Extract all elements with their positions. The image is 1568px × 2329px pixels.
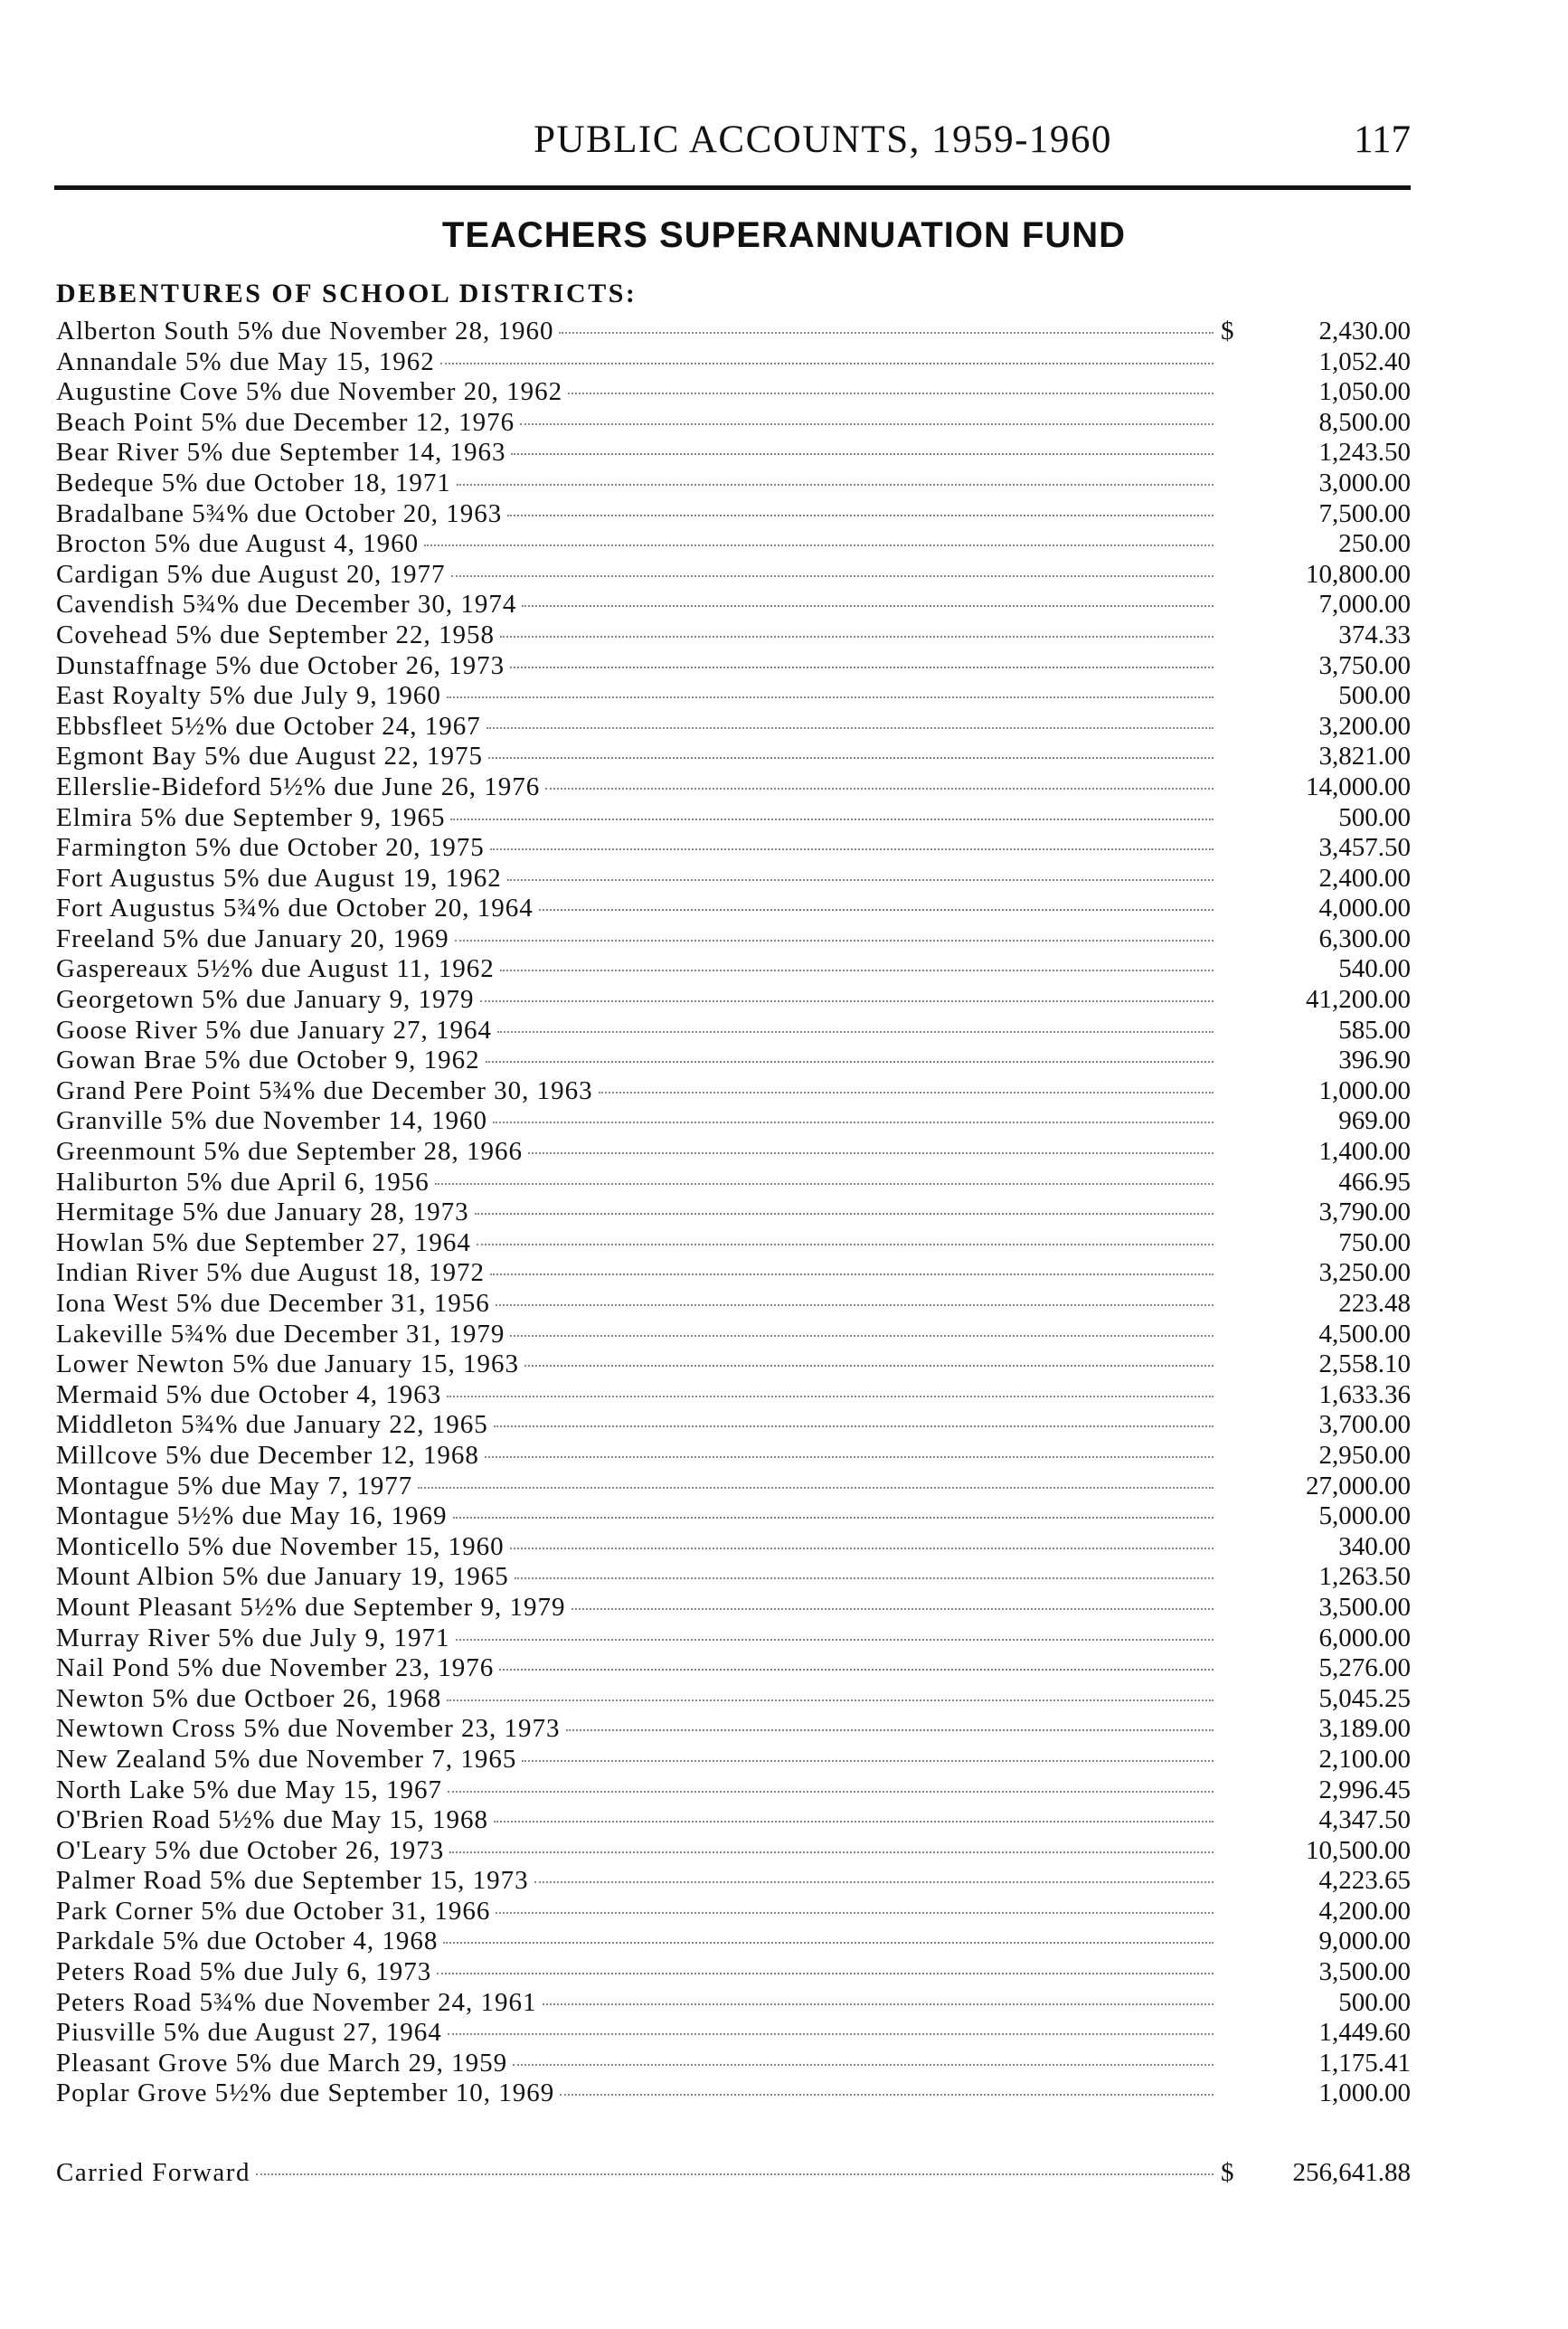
debenture-amount: 2,100.00: [1318, 1744, 1411, 1774]
dot-leader: [488, 757, 1214, 759]
dot-leader: [511, 453, 1214, 455]
debenture-description: Egmont Bay 5% due August 22, 1975: [56, 742, 484, 772]
dot-leader: [477, 1244, 1214, 1245]
debenture-amount: 3,457.50: [1318, 833, 1411, 863]
debenture-amount: 1,449.60: [1318, 2018, 1411, 2048]
list-item: [56, 469, 1411, 499]
debenture-amount: 27,000.00: [1306, 1471, 1411, 1501]
dot-leader: [515, 1577, 1214, 1579]
dot-leader: [437, 1973, 1214, 1974]
debenture-description: Palmer Road 5% due September 15, 1973: [56, 1866, 529, 1896]
dot-leader: [528, 1152, 1214, 1154]
list-item: [56, 408, 1411, 439]
debenture-description: Newtown Cross 5% due November 23, 1973: [56, 1714, 561, 1744]
debenture-description: Mount Pleasant 5½% due September 9, 1979: [56, 1592, 566, 1622]
debenture-description: Hermitage 5% due January 28, 1973: [56, 1198, 469, 1227]
debenture-amount: 4,223.65: [1318, 1866, 1411, 1896]
debenture-amount: 4,000.00: [1318, 894, 1411, 923]
dot-leader: [520, 423, 1214, 425]
running-title: PUBLIC ACCOUNTS, 1959-1960: [534, 118, 1112, 161]
debenture-description: Montague 5½% due May 16, 1969: [56, 1501, 448, 1531]
list-item: [56, 1897, 1411, 1927]
debenture-description: Covehead 5% due September 22, 1958: [56, 620, 496, 649]
list-item: [56, 742, 1411, 772]
debenture-amount: 500.00: [1338, 1987, 1411, 2017]
list-item: [56, 1016, 1411, 1046]
list-item: [56, 499, 1411, 530]
carried-forward-label: Carried Forward: [56, 2158, 250, 2187]
dot-leader: [449, 1851, 1214, 1853]
list-item: [56, 1198, 1411, 1228]
debenture-description: Georgetown 5% due January 9, 1979: [56, 985, 475, 1015]
list-item: [56, 1957, 1411, 1988]
debenture-description: Fort Augustus 5% due August 19, 1962: [56, 863, 502, 893]
debenture-description: Bradalbane 5¾% due October 20, 1963: [56, 498, 503, 528]
debenture-description: Greenmount 5% due September 28, 1966: [56, 1137, 524, 1167]
dot-leader: [424, 544, 1214, 546]
currency-symbol: $: [1221, 2158, 1235, 2187]
dot-leader: [455, 940, 1214, 942]
dot-leader: [566, 1729, 1214, 1731]
debenture-description: Alberton South 5% due November 28, 1960: [56, 317, 554, 346]
list-item: [56, 681, 1411, 712]
debenture-amount: 5,000.00: [1318, 1501, 1411, 1531]
list-item: [56, 924, 1411, 955]
list-item: [56, 1410, 1411, 1441]
list-item: [56, 590, 1411, 620]
list-item: [56, 1866, 1411, 1897]
debenture-description: O'Brien Road 5½% due May 15, 1968: [56, 1805, 488, 1835]
debenture-amount: 250.00: [1338, 529, 1411, 559]
debenture-amount: 396.90: [1338, 1046, 1411, 1075]
debenture-description: Pleasant Grove 5% due March 29, 1959: [56, 2048, 508, 2078]
dot-leader: [447, 696, 1214, 698]
debenture-description: Howlan 5% due September 27, 1964: [56, 1227, 471, 1257]
dot-leader: [494, 1821, 1214, 1822]
debenture-description: Parkdale 5% due October 4, 1968: [56, 1927, 439, 1956]
debenture-amount: 500.00: [1338, 802, 1411, 832]
fund-title: TEACHERS SUPERANNUATION FUND: [441, 215, 1127, 255]
debenture-description: Iona West 5% due December 31, 1956: [56, 1289, 490, 1318]
list-item: [56, 1046, 1411, 1076]
dot-leader: [500, 970, 1214, 971]
debenture-amount: 2,950.00: [1318, 1440, 1411, 1470]
debenture-amount: 1,000.00: [1318, 2078, 1411, 2108]
dot-leader: [457, 484, 1214, 486]
debenture-amount: 2,430.00: [1318, 317, 1411, 346]
dot-leader: [448, 2033, 1214, 2035]
dot-leader: [490, 1273, 1214, 1275]
dot-leader: [451, 575, 1214, 577]
list-item: [56, 1927, 1411, 1957]
debenture-amount: 2,558.10: [1318, 1349, 1411, 1379]
list-item: [56, 1653, 1411, 1684]
debenture-amount: 3,189.00: [1318, 1714, 1411, 1744]
list-item: [56, 1684, 1411, 1715]
debenture-amount: 10,800.00: [1306, 559, 1411, 589]
list-item: [56, 1501, 1411, 1532]
debenture-description: Mermaid 5% due October 4, 1963: [56, 1379, 442, 1409]
list-item: [56, 712, 1411, 743]
debenture-description: Annandale 5% due May 15, 1962: [56, 346, 435, 376]
section-title: DEBENTURES OF SCHOOL DISTRICTS:: [56, 279, 638, 308]
list-item: [56, 651, 1411, 682]
debenture-description: Cardigan 5% due August 20, 1977: [56, 559, 446, 589]
debenture-description: Ellerslie-Bideford 5½% due June 26, 1976: [56, 772, 541, 801]
debenture-description: Newton 5% due Octboer 26, 1968: [56, 1683, 442, 1713]
list-item: [56, 1320, 1411, 1350]
list-item: [56, 1532, 1411, 1563]
debenture-description: Elmira 5% due September 9, 1965: [56, 802, 446, 832]
debenture-description: Granville 5% due November 14, 1960: [56, 1106, 487, 1136]
debenture-amount: 223.48: [1338, 1289, 1411, 1318]
debenture-amount: 3,700.00: [1318, 1410, 1411, 1440]
dot-leader: [456, 1639, 1214, 1641]
debenture-amount: 1,000.00: [1318, 1075, 1411, 1105]
dot-leader: [513, 2064, 1214, 2066]
debenture-amount: 6,300.00: [1318, 923, 1411, 953]
header-rule: [54, 185, 1411, 190]
dot-leader: [494, 1425, 1214, 1427]
list-item: [56, 1228, 1411, 1259]
debenture-amount: 7,500.00: [1318, 498, 1411, 528]
list-item: [56, 1168, 1411, 1198]
list-item: [56, 1106, 1411, 1137]
dot-leader: [507, 515, 1214, 516]
debenture-description: Mount Albion 5% due January 19, 1965: [56, 1562, 509, 1592]
debenture-description: New Zealand 5% due November 7, 1965: [56, 1744, 517, 1774]
dot-leader: [559, 332, 1214, 334]
list-item: [56, 1624, 1411, 1654]
debenture-description: Park Corner 5% due October 31, 1966: [56, 1896, 491, 1926]
dot-leader: [510, 1548, 1214, 1549]
debenture-amount: 10,500.00: [1306, 1835, 1411, 1865]
debenture-description: Peters Road 5% due July 6, 1973: [56, 1957, 432, 1987]
debenture-amount: 9,000.00: [1318, 1927, 1411, 1956]
debenture-amount: 3,750.00: [1318, 650, 1411, 680]
debenture-description: Beach Point 5% due December 12, 1976: [56, 407, 515, 437]
debenture-amount: 1,050.00: [1318, 377, 1411, 407]
dot-leader: [496, 1912, 1214, 1914]
dot-leader: [496, 1304, 1214, 1306]
debenture-description: Fort Augustus 5¾% due October 20, 1964: [56, 894, 534, 923]
debenture-description: Montague 5% due May 7, 1977: [56, 1471, 413, 1501]
list-item: [56, 803, 1411, 834]
list-item: [56, 1593, 1411, 1624]
dot-leader: [534, 1881, 1214, 1883]
list-item: [56, 1562, 1411, 1593]
debenture-description: Gowan Brae 5% due October 9, 1962: [56, 1046, 480, 1075]
debenture-description: Indian River 5% due August 18, 1972: [56, 1258, 485, 1288]
debenture-list: [56, 317, 1411, 2109]
list-item: [56, 347, 1411, 378]
dot-leader: [493, 1122, 1214, 1123]
page-number: 117: [1354, 118, 1411, 161]
debenture-description: Lower Newton 5% due January 15, 1963: [56, 1349, 519, 1379]
dot-leader: [440, 363, 1214, 364]
list-item: [56, 1745, 1411, 1775]
debenture-amount: 500.00: [1338, 681, 1411, 711]
debenture-amount: 969.00: [1338, 1106, 1411, 1136]
dot-leader: [485, 1456, 1214, 1458]
list-item: [56, 954, 1411, 985]
dot-leader: [448, 1791, 1214, 1793]
debenture-amount: 374.33: [1338, 620, 1411, 649]
dot-leader: [568, 393, 1214, 394]
dot-leader: [522, 605, 1214, 607]
debenture-description: Dunstaffnage 5% due October 26, 1973: [56, 650, 505, 680]
currency-symbol: $: [1221, 317, 1235, 346]
dot-leader: [524, 1365, 1214, 1367]
debenture-description: Gaspereaux 5½% due August 11, 1962: [56, 954, 495, 984]
list-item: [56, 772, 1411, 803]
debenture-description: Freeland 5% due January 20, 1969: [56, 923, 449, 953]
debenture-amount: 750.00: [1338, 1227, 1411, 1257]
dot-leader: [486, 1061, 1214, 1063]
debenture-description: Bear River 5% due September 14, 1963: [56, 438, 506, 468]
list-item: [56, 2049, 1411, 2079]
list-item: [56, 1441, 1411, 1472]
list-item: [56, 317, 1411, 347]
debenture-description: Augustine Cove 5% due November 20, 1962: [56, 377, 563, 407]
debenture-amount: 1,175.41: [1318, 2048, 1411, 2078]
list-item: [56, 1988, 1411, 2019]
debenture-description: Ebbsfleet 5½% due October 24, 1967: [56, 711, 481, 741]
list-item: [56, 1805, 1411, 1836]
debenture-amount: 2,400.00: [1318, 863, 1411, 893]
dot-leader: [490, 848, 1214, 850]
list-item: [56, 620, 1411, 651]
dot-leader: [475, 1213, 1214, 1215]
debenture-description: Brocton 5% due August 4, 1960: [56, 529, 420, 559]
debenture-amount: 1,263.50: [1318, 1562, 1411, 1592]
list-item: [56, 1380, 1411, 1411]
list-item: [56, 1076, 1411, 1107]
dot-leader: [500, 636, 1214, 638]
debenture-amount: 1,633.36: [1318, 1379, 1411, 1409]
dot-leader: [599, 1092, 1214, 1093]
list-item: [56, 1836, 1411, 1867]
list-item: [56, 864, 1411, 895]
debenture-description: Nail Pond 5% due November 23, 1976: [56, 1653, 495, 1683]
debenture-amount: 3,000.00: [1318, 468, 1411, 497]
dot-leader: [497, 1031, 1214, 1033]
list-item: [56, 529, 1411, 560]
debenture-amount: 3,790.00: [1318, 1198, 1411, 1227]
debenture-description: Goose River 5% due January 27, 1964: [56, 1015, 492, 1045]
debenture-description: Farmington 5% due October 20, 1975: [56, 833, 485, 863]
debenture-amount: 6,000.00: [1318, 1623, 1411, 1652]
debenture-amount: 8,500.00: [1318, 407, 1411, 437]
debenture-amount: 4,200.00: [1318, 1896, 1411, 1926]
list-item: [56, 2078, 1411, 2109]
debenture-description: Murray River 5% due July 9, 1971: [56, 1623, 450, 1652]
list-item: [56, 1289, 1411, 1320]
debenture-amount: 3,500.00: [1318, 1592, 1411, 1622]
carried-forward-row: [56, 2158, 1411, 2191]
dot-leader: [453, 1517, 1214, 1519]
debenture-amount: 4,500.00: [1318, 1319, 1411, 1349]
list-item: [56, 1775, 1411, 1806]
list-item: [56, 560, 1411, 591]
debenture-amount: 3,821.00: [1318, 742, 1411, 772]
debenture-description: North Lake 5% due May 15, 1967: [56, 1775, 443, 1804]
debenture-amount: 340.00: [1338, 1531, 1411, 1561]
dot-leader: [443, 1942, 1214, 1944]
debenture-description: Millcove 5% due December 12, 1968: [56, 1440, 479, 1470]
list-item: [56, 985, 1411, 1016]
dot-leader: [447, 1396, 1214, 1397]
list-item: [56, 438, 1411, 469]
debenture-description: Grand Pere Point 5¾% due December 30, 1963: [56, 1075, 593, 1105]
debenture-amount: 14,000.00: [1306, 772, 1411, 801]
debenture-description: O'Leary 5% due October 26, 1973: [56, 1835, 445, 1865]
dot-leader: [539, 909, 1214, 911]
dot-leader: [450, 819, 1214, 820]
dot-leader: [560, 2094, 1214, 2096]
dot-leader: [256, 2173, 1214, 2175]
dot-leader: [418, 1487, 1214, 1489]
debenture-description: Peters Road 5¾% due November 24, 1961: [56, 1987, 537, 2017]
debenture-amount: 540.00: [1338, 954, 1411, 984]
debenture-amount: 585.00: [1338, 1015, 1411, 1045]
debenture-description: Lakeville 5¾% due December 31, 1979: [56, 1319, 505, 1349]
list-item: [56, 1714, 1411, 1745]
debenture-amount: 41,200.00: [1306, 985, 1411, 1015]
debenture-amount: 1,400.00: [1318, 1137, 1411, 1167]
dot-leader: [522, 1760, 1214, 1762]
debenture-amount: 3,200.00: [1318, 711, 1411, 741]
list-item: [56, 1137, 1411, 1168]
dot-leader: [447, 1699, 1214, 1701]
debenture-amount: 3,250.00: [1318, 1258, 1411, 1288]
debenture-amount: 466.95: [1338, 1167, 1411, 1197]
debenture-amount: 1,243.50: [1318, 438, 1411, 468]
dot-leader: [543, 2003, 1214, 2005]
debenture-description: Bedeque 5% due October 18, 1971: [56, 468, 451, 497]
debenture-description: East Royalty 5% due July 9, 1960: [56, 681, 441, 711]
list-item: [56, 2018, 1411, 2049]
dot-leader: [510, 667, 1214, 668]
list-item: [56, 833, 1411, 864]
dot-leader: [507, 879, 1214, 881]
debenture-amount: 2,996.45: [1318, 1775, 1411, 1804]
dot-leader: [510, 1335, 1214, 1337]
carried-forward-amount: 256,641.88: [1292, 2158, 1411, 2187]
list-item: [56, 894, 1411, 924]
dot-leader: [435, 1183, 1214, 1185]
debenture-amount: 4,347.50: [1318, 1805, 1411, 1835]
debenture-description: Monticello 5% due November 15, 1960: [56, 1531, 505, 1561]
debenture-description: Cavendish 5¾% due December 30, 1974: [56, 590, 517, 620]
list-item: [56, 1258, 1411, 1289]
dot-leader: [571, 1608, 1214, 1610]
dot-leader: [499, 1669, 1214, 1671]
dot-leader: [545, 788, 1214, 790]
debenture-amount: 1,052.40: [1318, 346, 1411, 376]
list-item: [56, 377, 1411, 408]
dot-leader: [486, 727, 1214, 729]
debenture-amount: 5,045.25: [1318, 1683, 1411, 1713]
dot-leader: [480, 1000, 1214, 1002]
page-header: [54, 118, 1411, 181]
list-item: [56, 1349, 1411, 1380]
debenture-description: Middleton 5¾% due January 22, 1965: [56, 1410, 488, 1440]
debenture-amount: 7,000.00: [1318, 590, 1411, 620]
debenture-description: Piusville 5% due August 27, 1964: [56, 2018, 442, 2048]
debenture-description: Haliburton 5% due April 6, 1956: [56, 1167, 430, 1197]
debenture-description: Poplar Grove 5½% due September 10, 1969: [56, 2078, 555, 2108]
list-item: [56, 1472, 1411, 1502]
debenture-amount: 3,500.00: [1318, 1957, 1411, 1987]
debenture-amount: 5,276.00: [1318, 1653, 1411, 1683]
